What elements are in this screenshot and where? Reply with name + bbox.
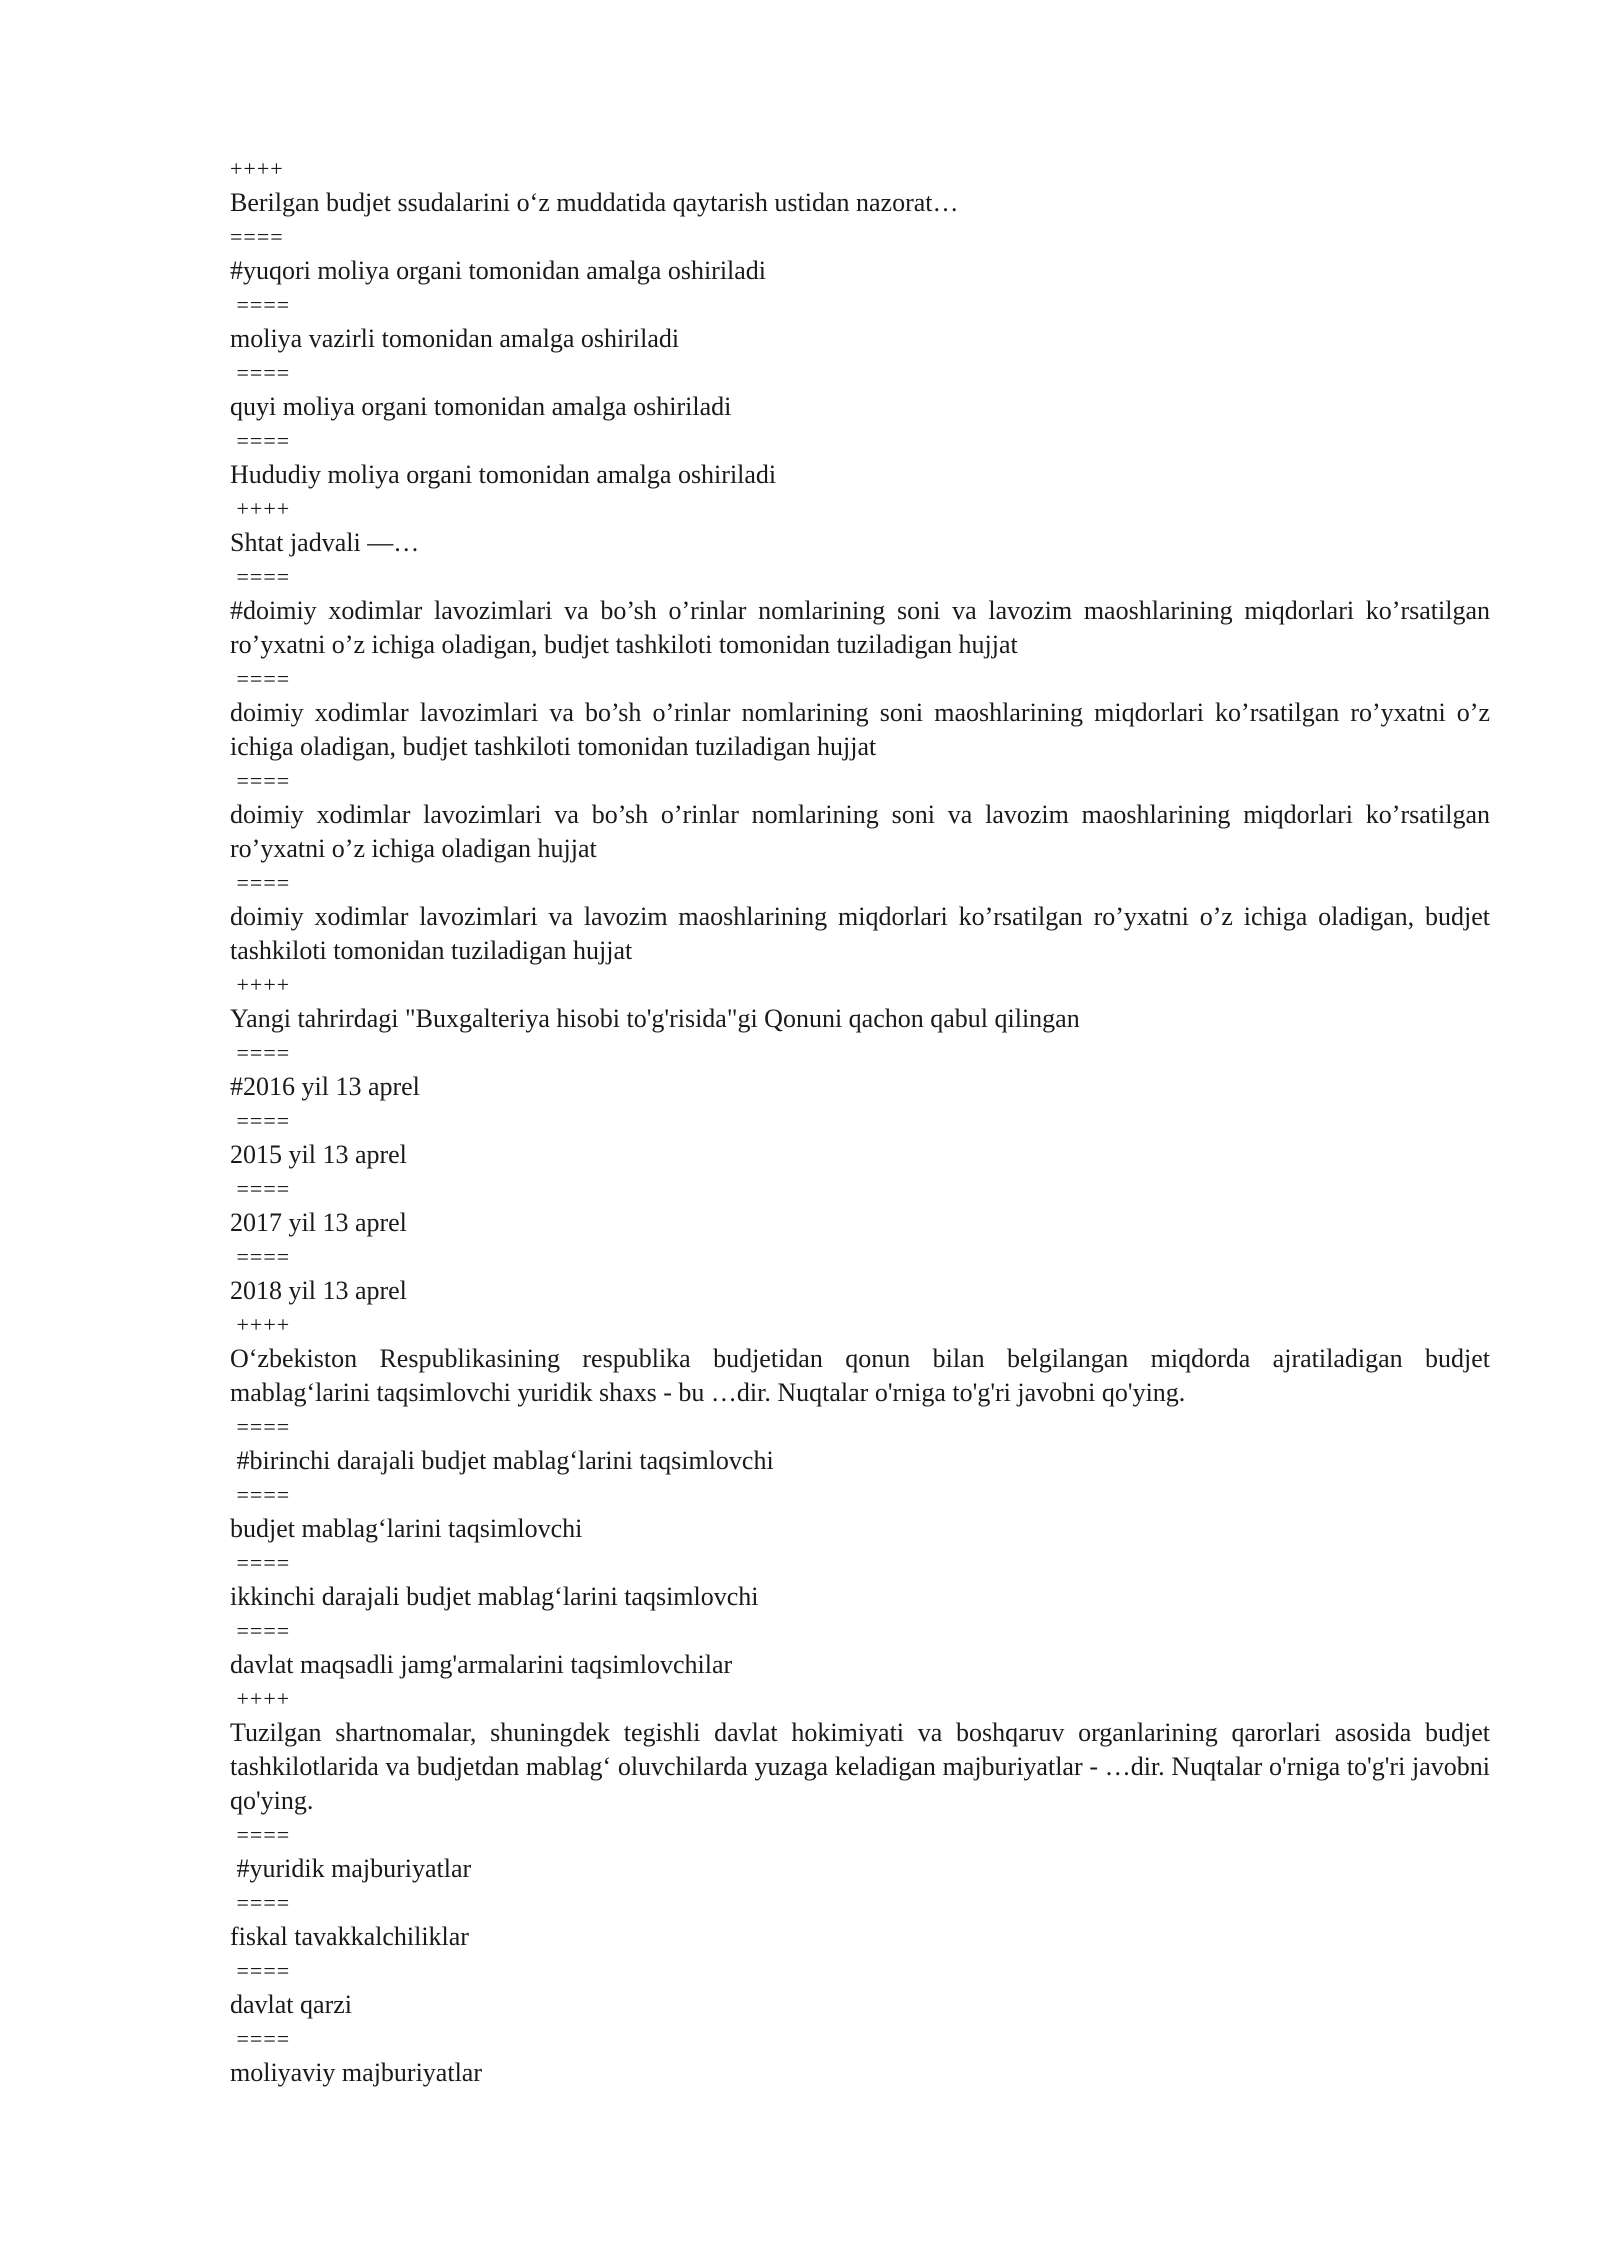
option-separator: ==== <box>230 1040 291 1065</box>
option-separator: ==== <box>230 1244 291 1269</box>
text-line: ikkinchi darajali budjet mablag‘larini taqsimlovchi <box>230 1582 759 1611</box>
correct-answer-line: #doimiy xodimlar lavozimlari va bo’sh o’rinlar nomlarining soni va lavozim maoshlarining miqdorlari ko’rsatilgan ro’yxatni o’z ichiga oladigan, budjet tashkiloti tomonidan tuziladigan hujjat <box>230 596 1497 659</box>
option-separator: ==== <box>230 1618 291 1643</box>
option-separator: ==== <box>230 1176 291 1201</box>
text-line: 2015 yil 13 aprel <box>230 1140 407 1169</box>
option-separator: ==== <box>230 1482 291 1507</box>
document-page <box>230 152 1497 2090</box>
question-separator: ++++ <box>230 1312 291 1337</box>
text-line: moliya vazirli tomonidan amalga oshiriladi <box>230 324 680 353</box>
correct-answer-line: #birinchi darajali budjet mablag‘larini taqsimlovchi <box>230 1446 774 1475</box>
text-line: doimiy xodimlar lavozimlari va bo’sh o’rinlar nomlarining soni va lavozim maoshlarining miqdorlari ko’rsatilgan ro’yxatni o’z ichiga oladigan hujjat <box>230 800 1497 863</box>
option-separator: ==== <box>230 1108 291 1133</box>
text-line: O‘zbekiston Respublikasining respublika budjetidan qonun bilan belgilangan miqdorda ajratiladigan budjet mablag‘larini taqsimlovchi yuridik shaxs - bu …dir. Nuqtalar o'rniga to'g'ri javobni qo'ying. <box>230 1344 1497 1407</box>
option-separator: ==== <box>230 768 291 793</box>
question-separator: ++++ <box>230 496 291 521</box>
text-line: fiskal tavakkalchiliklar <box>230 1922 469 1951</box>
text-line: davlat qarzi <box>230 1990 352 2019</box>
text-line: moliyaviy majburiyatlar <box>230 2058 482 2087</box>
text-line: quyi moliya organi tomonidan amalga oshiriladi <box>230 392 732 421</box>
option-separator: ==== <box>230 1414 291 1439</box>
text-line: Hududiy moliya organi tomonidan amalga oshiriladi <box>230 460 777 489</box>
text-line: budjet mablag‘larini taqsimlovchi <box>230 1514 583 1543</box>
text-line: Shtat jadvali —… <box>230 528 420 557</box>
text-line: 2018 yil 13 aprel <box>230 1276 407 1305</box>
option-separator: ==== <box>230 666 291 691</box>
option-separator: ==== <box>230 1822 291 1847</box>
option-separator: ==== <box>230 564 291 589</box>
text-line: Yangi tahrirdagi "Buxgalteriya hisobi to'g'risida"gi Qonuni qachon qabul qilingan <box>230 1004 1080 1033</box>
option-separator: ==== <box>230 1958 291 1983</box>
option-separator: ==== <box>230 870 291 895</box>
option-separator: ==== <box>230 292 291 317</box>
option-separator: ==== <box>230 2026 291 2051</box>
text-line: doimiy xodimlar lavozimlari va bo’sh o’rinlar nomlarining soni maoshlarining miqdorlari ko’rsatilgan ro’yxatni o’z ichiga oladigan, budjet tashkiloti tomonidan tuziladigan hujjat <box>230 698 1497 761</box>
question-separator: ++++ <box>230 156 284 181</box>
text-line: doimiy xodimlar lavozimlari va lavozim maoshlarining miqdorlari ko’rsatilgan ro’yxatni o’z ichiga oladigan, budjet tashkiloti tomonidan tuziladigan hujjat <box>230 902 1497 965</box>
correct-answer-line: #yuqori moliya organi tomonidan amalga oshiriladi <box>230 256 767 285</box>
option-separator: ==== <box>230 1550 291 1575</box>
option-separator: ==== <box>230 224 284 249</box>
text-line: davlat maqsadli jamg'armalarini taqsimlovchilar <box>230 1650 733 1679</box>
text-line: Tuzilgan shartnomalar, shuningdek tegishli davlat hokimiyati va boshqaruv organlarining qarorlari asosida budjet tashkilotlarida va budjetdan mablag‘ oluvchilarda yuzaga keladigan majburiyatlar - …dir. Nuqtalar o'rniga to'g'ri javobni qo'ying. <box>230 1718 1497 1815</box>
option-separator: ==== <box>230 1890 291 1915</box>
correct-answer-line: #2016 yil 13 aprel <box>230 1072 420 1101</box>
option-separator: ==== <box>230 428 291 453</box>
text-line: 2017 yil 13 aprel <box>230 1208 407 1237</box>
question-separator: ++++ <box>230 972 291 997</box>
text-line: Berilgan budjet ssudalarini o‘z muddatida qaytarish ustidan nazorat… <box>230 188 959 217</box>
question-separator: ++++ <box>230 1686 291 1711</box>
correct-answer-line: #yuridik majburiyatlar <box>230 1854 472 1883</box>
option-separator: ==== <box>230 360 291 385</box>
